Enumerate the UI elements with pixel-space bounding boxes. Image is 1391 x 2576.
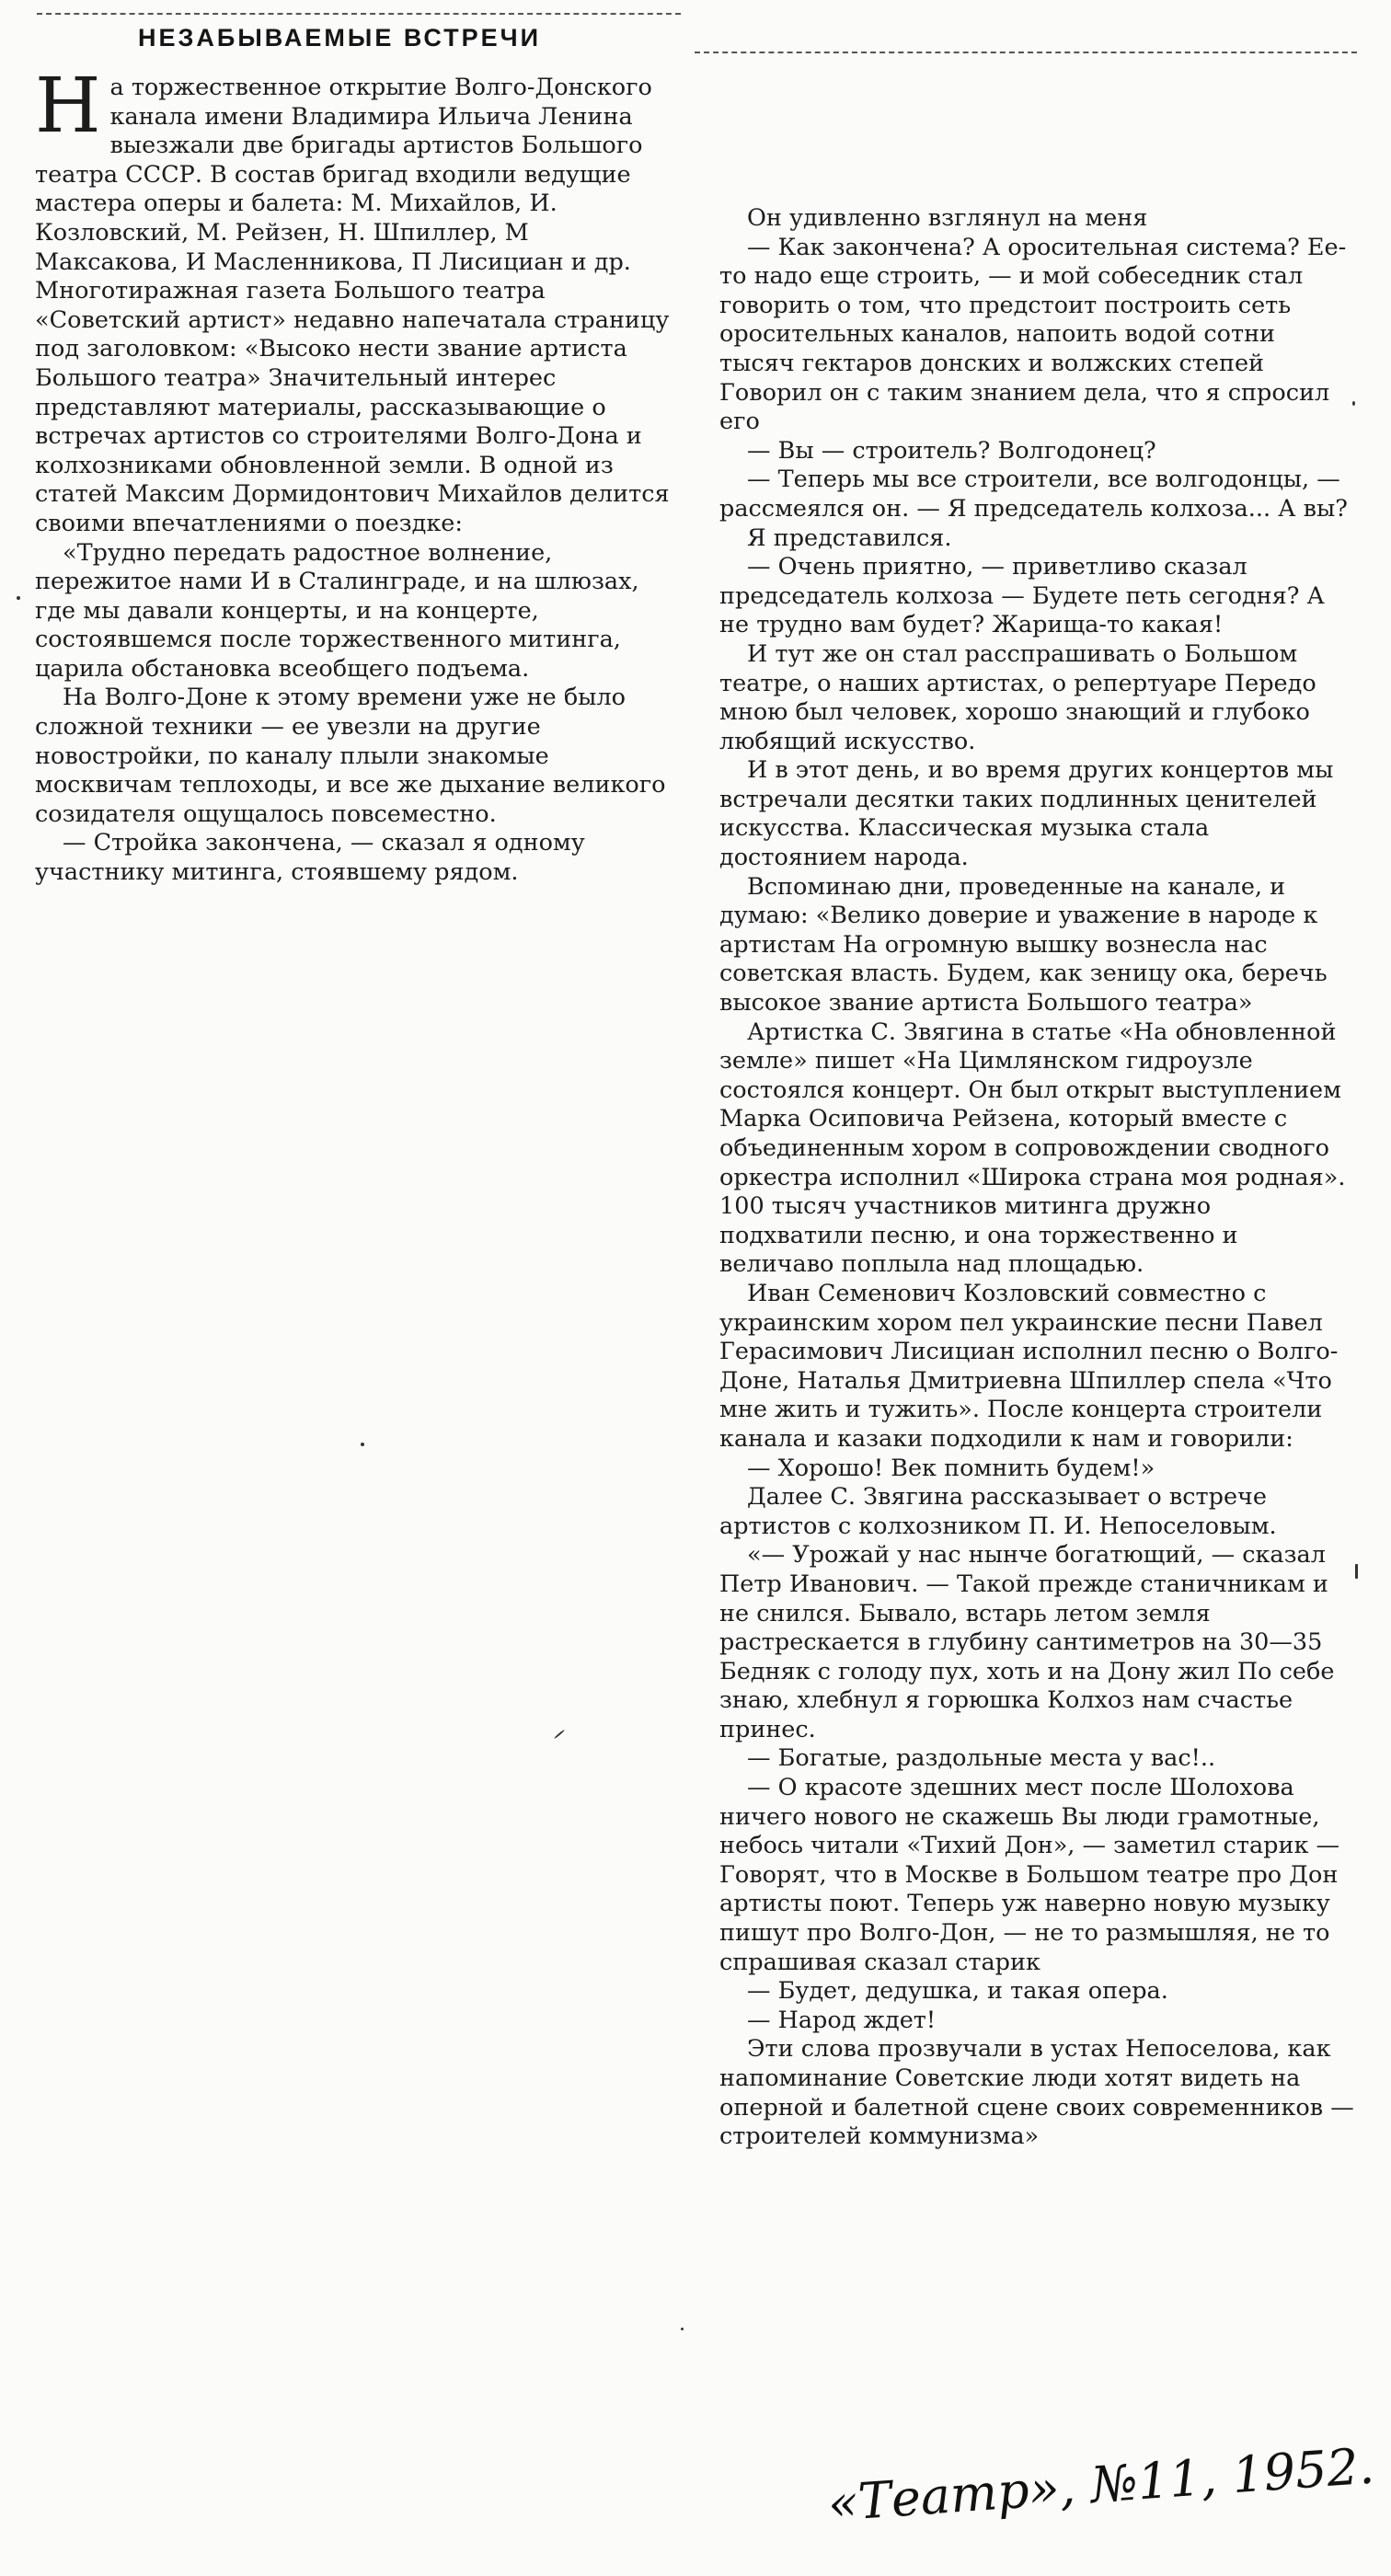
column-left — [35, 63, 679, 888]
header-rule-left — [37, 13, 681, 15]
paragraph: Иван Семенович Козловский совместно с украинским хором пел украинские песни Павел Герасимович Лисициан исполнил песню о Волго-Доне, Наталья Дмитриевна Шпиллер спела «Что мне жить и тужить». После концерта строители канала и казаки подходили к нам и говорили: — [719, 1279, 1339, 1453]
header-rule-right — [695, 52, 1357, 53]
scan-speck — [554, 1730, 565, 1740]
scan-speck — [1352, 401, 1355, 406]
paragraph: — О красоте здешних мест после Шолохова ничего нового не скажешь Вы люди грамотные, небось читали «Тихий Дон», — заметил старик — Говорят, что в Москве в Большом театре про Дон артисты поют. Теперь уж наверно новую музыку пишут про Волго-Дон, — не то размышляя, не то спрашивая сказал старик — [719, 1774, 1340, 1976]
paragraph: Я представился. — [747, 523, 952, 552]
handwritten-source-note: «Театр», №11, 1952. — [825, 2436, 1376, 2533]
scan-speck — [681, 2328, 684, 2330]
column-right — [719, 204, 1354, 2152]
paragraph: Далее С. Звягина рассказывает о встрече артистов с колхозником П. И. Непоселовым. — [719, 1483, 1277, 1540]
paragraph: «— Урожай у нас нынче богатющий, — сказал Петр Иванович. — Такой прежде станичникам и не снился. Бывало, встарь летом земля растрескается в глубину сантиметров на 30—35 Бедняк с голоду пух, хоть и на Дону жил По себе знаю, хлебнул я горюшка Колхоз нам счастье принес. — [719, 1541, 1335, 1743]
paragraph: На торжественное открытие Волго-Донского канала имени Владимира Ильича Ленина выезжали две бригады артистов Большого театра СССР. В состав бригад входили ведущие мастера оперы и балета: М. Михайлов, И. Козловский, М. Рейзен, Н. Шпиллер, М Максакова, И Масленникова, П Лисициан и др. Многотиражная газета Большого театра «Советский артист» недавно напечатала страницу под заголовком: «Высоко нести звание артиста Большого театра» Значительный интерес представляют материалы, рассказывающие о встречах артистов со строителями Волго-Дона и колхозниками обновленной земли. В одной из статей Максим Дормидонтович Михайлов делится своими впечатлениями о поездке: — [35, 63, 670, 537]
paragraph: Вспоминаю дни, проведенные на канале, и думаю: «Велико доверие и уважение в народе к артистам На огромную вышку вознесла нас советская власть. Будем, как зеницу ока, беречь высокое звание артиста Большого театра» — [719, 872, 1328, 1018]
paragraph: — Хорошо! Век помнить будем!» — [747, 1454, 1155, 1482]
drop-cap: Н — [35, 63, 101, 150]
paragraph: — Богатые, раздольные места у вас!.. — [747, 1744, 1216, 1773]
paragraph: На Волго-Доне к этому времени уже не было сложной техники — ее увезли на другие новостройки, по каналу плыли знакомые москвичам теплоходы, и все же дыхание великого созидателя ощущалось повсеместно. — [35, 684, 666, 828]
paragraph: — Как закончена? А оросительная система? Ее-то надо еще строить, — и мой собеседник стал говорить о том, что предстоит построить сеть оросительных каналов, напоить водой сотни тысяч гектаров донских и волжских степей Говорил он с таким знанием дела, что я спросил его — [719, 233, 1347, 436]
paragraph: — Народ ждет! — [747, 2006, 937, 2034]
article-title: НЕЗАБЫВАЕМЫЕ ВСТРЕЧИ — [138, 24, 542, 52]
paragraph: — Будет, дедушка, и такая опера. — [747, 1977, 1168, 2006]
paragraph: И в этот день, и во время других концертов мы встречали десятки таких подлинных ценителей искусства. Классическая музыка стала достоянием народа. — [719, 756, 1334, 872]
paragraph: — Теперь мы все строители, все волгодонцы, — рассмеялся он. — Я председатель колхоза... А вы? — [719, 466, 1348, 523]
paragraph: И тут же он стал расспрашивать о Большом театре, о наших артистах, о репертуаре Передо мною был человек, хорошо знающий и глубоко любящий искусство. — [719, 639, 1316, 755]
scan-speck — [17, 596, 20, 600]
scan-speck — [361, 1443, 364, 1446]
paragraph: — Очень приятно, — приветливо сказал председатель колхоза — Будете петь сегодня? А не трудно вам будет? Жарища-то какая! — [719, 553, 1325, 639]
scan-speck — [1355, 1564, 1358, 1579]
paragraph: Он удивленно взглянул на меня — [747, 204, 1148, 232]
paragraph: Артистка С. Звягина в статье «На обновленной земле» пишет «На Цимлянском гидроузле состоялся концерт. Он был открыт выступлением Марка Осиповича Рейзена, который вместе с объединенным хором в сопровождении сводного оркестра исполнил «Широка страна моя родная». 100 тысяч участников митинга дружно подхватили песню, и она торжественно и величаво поплыла над площадью. — [719, 1018, 1346, 1279]
paragraph: Эти слова прозвучали в устах Непоселова, как напоминание Советские люди хотят видеть на оперной и балетной сцене своих современников — строителей коммунизма» — [719, 2035, 1354, 2151]
paragraph: — Вы — строитель? Волгодонец? — [747, 436, 1156, 465]
paragraph: — Стройка закончена, — сказал я одному участнику митинга, стоявшему рядом. — [35, 829, 585, 887]
paragraph: «Трудно передать радостное волнение, пережитое нами И в Сталинграде, и на шлюзах, где мы давали концерты, и на концерте, состоявшемся после торжественного митинга, царила обстановка всеобщего подъема. — [35, 538, 639, 683]
